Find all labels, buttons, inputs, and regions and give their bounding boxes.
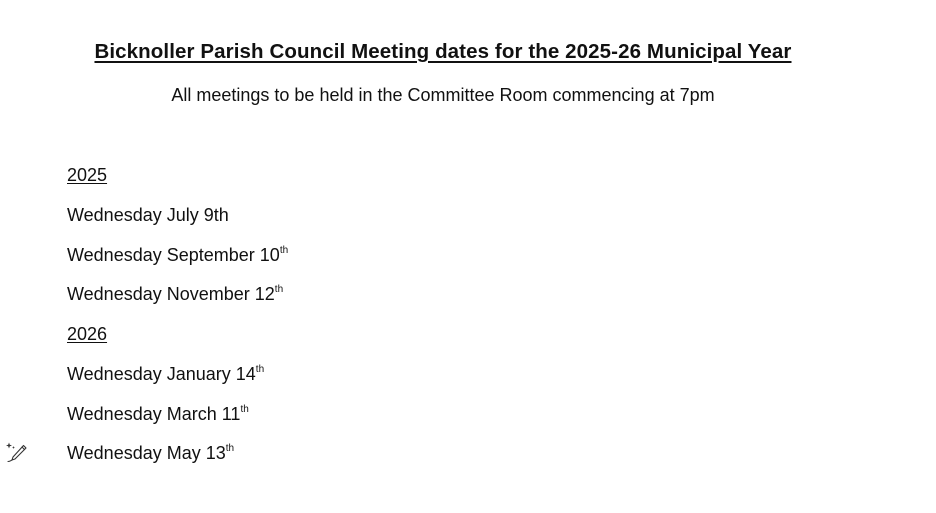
meeting-date-suffix: th <box>255 364 265 375</box>
meeting-date <box>67 204 229 226</box>
meeting-date <box>67 244 288 266</box>
meeting-date-text: Wednesday November 12 <box>67 284 275 304</box>
meeting-date <box>67 442 234 464</box>
meeting-date <box>67 403 249 425</box>
meeting-date-text: Wednesday July 9th <box>67 205 229 225</box>
meeting-date-suffix: th <box>240 404 249 415</box>
meeting-date <box>67 283 283 305</box>
meeting-date-text: Wednesday January 14 <box>67 364 256 384</box>
meeting-date-text: Wednesday September 10 <box>67 245 280 265</box>
document-subtitle: All meetings to be held in the Committee Room commencing at 7pm <box>171 85 715 105</box>
year-heading-2026: 2026 <box>67 324 108 344</box>
ai-edit-pencil-sparkle-icon[interactable] <box>4 441 28 465</box>
document-title: Bicknoller Parish Council Meeting dates for the 2025-26 Municipal Year <box>94 40 792 63</box>
meeting-date <box>67 363 264 385</box>
meeting-date-suffix: th <box>225 443 235 454</box>
meeting-date-suffix: th <box>274 284 284 295</box>
meeting-date-suffix: th <box>279 245 289 256</box>
meeting-date-text: Wednesday March 11 <box>67 404 241 424</box>
meeting-date-text: Wednesday May 13 <box>67 443 226 463</box>
year-heading-2025: 2025 <box>67 165 108 185</box>
